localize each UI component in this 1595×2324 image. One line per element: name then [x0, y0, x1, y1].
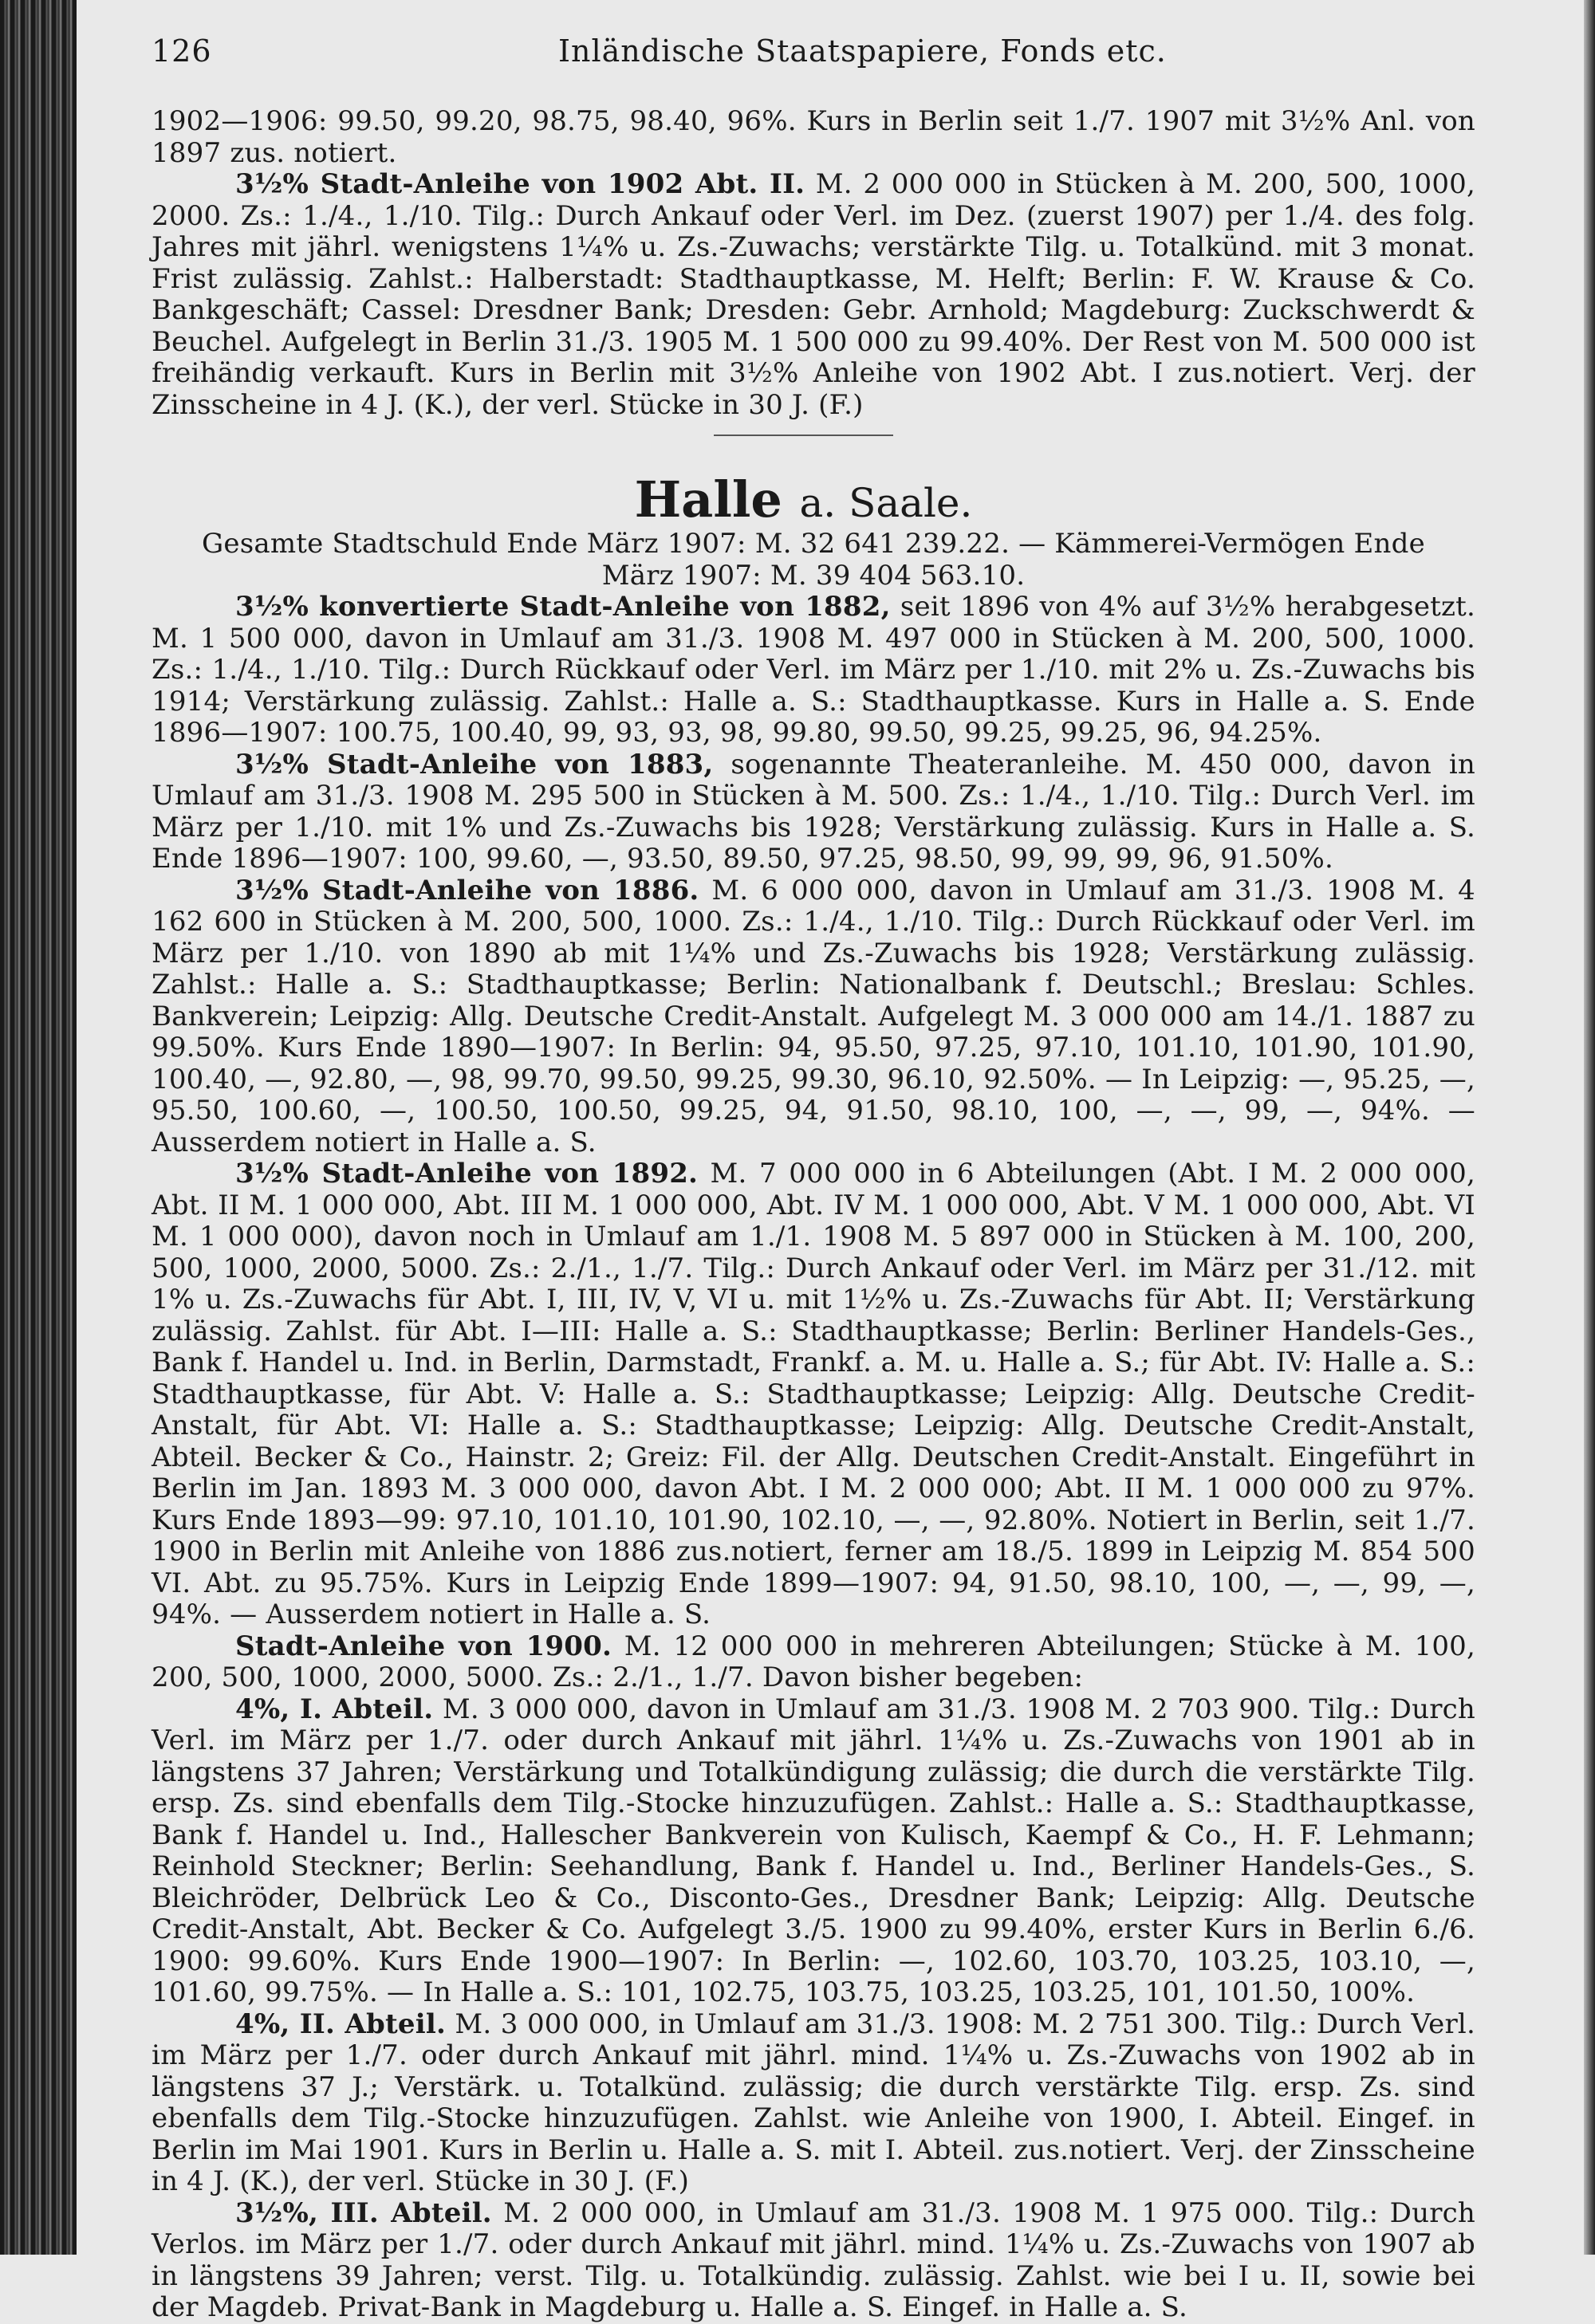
city-suffix: a. Saale. [799, 480, 973, 526]
entry-text: M. 3 000 000, davon in Umlauf am 31./3. 1908 M. 2 703 900. Tilg.: Durch Verl. im März per 1./7. oder durch Ankauf mit jährl. 1¼% u. Zs.-Zuwachs von 1901 ab in längstens 37 Jahren; Verstärkung und Totalkündigung zulässig; die durch die verstärkte Tilg. ersp. Zs. sind ebenfalls dem Tilg.-Stocke hinzuzufügen. Zahlst.: Halle a. S.: Stadthauptkasse, Bank f. Handel u. Ind., Hallescher Bankverein von Kulisch, Kaempf & Co., H. F. Lehmann; Reinhold Steckner; Berlin: Seehandlung, Bank f. Handel u. Ind., Berliner Handels-Ges., S. Bleichröder, Delbrück Leo & Co., Disconto-Ges., Dresdner Bank; Leipzig: Allg. Deutsche Credit-Anstalt, Abt. Becker & Co. Aufgelegt 3./5. 1900 zu 99.40%, erster Kurs in Berlin 6./6. 1900: 99.60%. Kurs Ende 1900—1907: In Berlin: —, 102.60, 103.70, 103.25, 103.10, —, 101.60, 99.75%. — In Halle a. S.: 101, 102.75, 103.75, 103.25, 103.25, 101, 101.50, 100%. [152, 1693, 1475, 2008]
entry-paragraph [152, 1694, 1475, 2009]
book-page [140, 0, 1476, 2323]
entry-text: M. 6 000 000, davon in Umlauf am 31./3. 1908 M. 4 162 600 in Stücken à M. 200, 500, 1000. Zs.: 1./4., 1./10. Tilg.: Durch Rückkauf oder Verl. im März per 1./10. von 1890 ab mit 1¼% und Zs.-Zuwachs bis 1928; Verstärkung zulässig. Zahlst.: Halle a. S.: Stadthauptkasse; Berlin: Nationalbank f. Deutschl.; Breslau: Schles. Bankverein; Leipzig: Allg. Deutsche Credit-Anstalt. Aufgelegt M. 3 000 000 am 14./1. 1887 zu 99.50%. Kurs Ende 1890—1907: In Berlin: 94, 95.50, 97.25, 97.10, 101.10, 101.90, 101.90, 100.40, —, 92.80, —, 98, 99.70, 99.50, 99.25, 99.30, 96.10, 92.50%. — In Leipzig: —, 95.25, —, 95.50, 100.60, —, 100.50, 100.50, 99.25, 94, 91.50, 98.10, 100, —, —, 99, —, 94%. — Ausserdem notiert in Halle a. S. [152, 874, 1476, 1158]
entry-paragraph [152, 592, 1475, 749]
entry-heading: 4%, I. Abteil. [235, 1693, 434, 1725]
book-binding-edge [0, 0, 77, 2255]
entry-paragraph [152, 1158, 1475, 1631]
entry-text: M. 3 000 000, in Umlauf am 31./3. 1908: M. 2 751 300. Tilg.: Durch Verl. im März per 1./7. oder durch Ankauf mit jährl. mind. 1¼% u. Zs.-Zuwachs von 1902 ab in längstens 37 J.; Verstärk. u. Totalkünd. zulässig; die durch verstärkte Tilg. ersp. Zs. sind ebenfalls dem Tilg.-Stocke hinzuzufügen. Zahlst. wie Anleihe von 1900, I. Abteil. Eingef. in Berlin im Mai 1901. Kurs in Berlin u. Halle a. S. mit I. Abteil. zus.notiert. Verj. der Zinsscheine in 4 J. (K.), der verl. Stücke in 30 J. (F.) [152, 2007, 1475, 2197]
entry-heading: 4%, II. Abteil. [235, 2007, 446, 2040]
running-title: Inländische Staatspapiere, Fonds etc. [558, 33, 1167, 69]
entry-text: M. 12 000 000 in mehreren Abteilungen; Stücke à M. 100, 200, 500, 1000, 2000, 5000. Zs.: 2./1., 1./7. Davon bisher begeben: [152, 1630, 1475, 1693]
debt-summary: Gesamte Stadtschuld Ende März 1907: M. 32 641 239.22. — Kämmerei-Vermögen Ende März 1907: M. 39 404 563.10. [202, 528, 1425, 592]
page-right-edge [1584, 0, 1595, 2255]
entry-heading: 3½% Stadt-Anleihe von 1902 Abt. II. [235, 168, 805, 200]
section-divider [714, 435, 893, 436]
entry-text: seit 1896 von 4% auf 3½% herabgesetzt. M. 1 500 000, davon in Umlauf am 31./3. 1908 M. 497 000 in Stücken à M. 200, 500, 1000. Zs.: 1./4., 1./10. Tilg.: Durch Rückkauf oder Verl. im März per 1./10. mit 2% u. Zs.-Zuwachs bis 1914; Verstärkung zulässig. Zahlst.: Halle a. S.: Stadthauptkasse. Kurs in Halle a. S. Ende 1896—1907: 100.75, 100.40, 99, 93, 93, 98, 99.80, 99.50, 99.25, 99.25, 96, 94.25%. [152, 591, 1475, 749]
city-heading [140, 470, 1467, 529]
entry-1902-paragraph [152, 169, 1475, 421]
entry-paragraph [152, 2009, 1475, 2198]
entry-text: M. 2 000 000, in Umlauf am 31./3. 1908 M. 1 975 000. Tilg.: Durch Verlos. im März per 1./7. oder durch Ankauf mit jährl. mind. 1¼% u. Zs.-Zuwachs von 1907 ab in längstens 39 Jahren; verst. Tilg. u. Totalkündig. zulässig. Zahlst. wie bei I u. II, sowie bei der Magdeb. Privat-Bank in Magdeburg u. Halle a. S. Eingef. in Halle a. S. [152, 2196, 1475, 2323]
entry-text: M. 7 000 000 in 6 Abteilungen (Abt. I M. 2 000 000, Abt. II M. 1 000 000, Abt. III M. 1 000 000, Abt. IV M. 1 000 000, Abt. V M. 1 000 000, Abt. VI M. 1 000 000), davon noch in Umlauf am 1./1. 1908 M. 5 897 000 in Stücken à M. 100, 200, 500, 1000, 2000, 5000. Zs.: 2./1., 1./7. Tilg.: Durch Ankauf oder Verl. im März per 31./12. mit 1% u. Zs.-Zuwachs für Abt. I, III, IV, V, VI u. mit 1½% u. Zs.-Zuwachs für Abt. II; Verstärkung zulässig. Zahlst. für Abt. I—III: Halle a. S.: Stadthauptkasse; Berlin: Berliner Handels-Ges., Bank f. Handel u. Ind. in Berlin, Darmstadt, Frankf. a. M. u. Halle a. S.; für Abt. IV: Halle a. S.: Stadthauptkasse, für Abt. V: Halle a. S.: Stadthauptkasse; Leipzig: Allg. Deutsche Credit-Anstalt, für Abt. VI: Halle a. S.: Stadthauptkasse; Leipzig: Allg. Deutsche Credit-Anstalt, Abteil. Becker & Co., Hainstr. 2; Greiz: Fil. der Allg. Deutschen Credit-Anstalt. Eingeführt in Berlin im Jan. 1893 M. 3 000 000, davon Abt. I M. 2 000 000; Abt. II M. 1 000 000 zu 97%. Kurs Ende 1893—99: 97.10, 101.10, 101.90, 102.10, —, —, 92.80%. Notiert in Berlin, seit 1./7. 1900 in Berlin mit Anleihe von 1886 zus.notiert, ferner am 18./5. 1899 in Leipzig M. 854 500 VI. Abt. zu 95.75%. Kurs in Leipzig Ende 1899—1907: 94, 91.50, 98.10, 100, —, —, 99, —, 94%. — Ausserdem notiert in Halle a. S. [152, 1158, 1475, 1630]
intro-paragraph: 1902—1906: 99.50, 99.20, 98.75, 98.40, 96%. Kurs in Berlin seit 1./7. 1907 mit 3½% Anl. von 1897 zus. notiert. [152, 105, 1475, 169]
page-number: 126 [152, 33, 212, 69]
city-name: Halle [634, 470, 782, 529]
entry-heading: 3½% Stadt-Anleihe von 1886. [235, 874, 699, 906]
top-continuation-block [152, 106, 1475, 421]
entry-paragraph [152, 749, 1475, 875]
entry-text: M. 2 000 000 in Stücken à M. 200, 500, 1000, 2000. Zs.: 1./4., 1./10. Tilg.: Durch Ankauf oder Verl. im Dez. (zuerst 1907) per 1./4. des folg. Jahres mit jährl. wenigstens 1¼% u. Zs.-Zuwachs; verstärkte Tilg. u. Totalkünd. mit 3 monat. Frist zulässig. Zahlst.: Halberstadt: Stadthauptkasse, M. Helft; Berlin: F. W. Krause & Co. Bankgeschäft; Cassel: Dresdner Bank; Dresden: Gebr. Arnhold; Magdeburg: Zuckschwerdt & Beuchel. Aufgelegt in Berlin 31./3. 1905 M. 1 500 000 zu 99.40%. Der Rest von M. 500 000 ist freihändig verkauft. Kurs in Berlin mit 3½% Anleihe von 1902 Abt. I zus.notiert. Verj. der Zinsscheine in 4 J. (K.), der verl. Stücke in 30 J. (F.) [152, 168, 1475, 421]
entry-paragraph [152, 2198, 1475, 2324]
entry-heading: 3½%, III. Abteil. [235, 2196, 492, 2229]
page-header [152, 24, 1475, 88]
entry-heading: Stadt-Anleihe von 1900. [235, 1630, 612, 1662]
entry-text: sogenannte Theateranleihe. M. 450 000, davon in Umlauf am 31./3. 1908 M. 295 500 in Stücken à M. 500. Zs.: 1./4., 1./10. Tilg.: Durch Verl. im März per 1./10. mit 1% und Zs.-Zuwachs bis 1928; Verstärkung zulässig. Kurs in Halle a. S. Ende 1896—1907: 100, 99.60, —, 93.50, 89.50, 97.25, 98.50, 99, 99, 99, 96, 91.50%. [152, 748, 1476, 875]
entry-heading: 3½% konvertierte Stadt-Anleihe von 1882, [235, 591, 891, 623]
entry-paragraph [152, 875, 1475, 1159]
entry-heading: 3½% Stadt-Anleihe von 1883, [235, 748, 714, 781]
halle-entries-block [152, 529, 1475, 2324]
entry-paragraph [152, 1631, 1475, 1694]
entry-heading: 3½% Stadt-Anleihe von 1892. [235, 1158, 699, 1190]
